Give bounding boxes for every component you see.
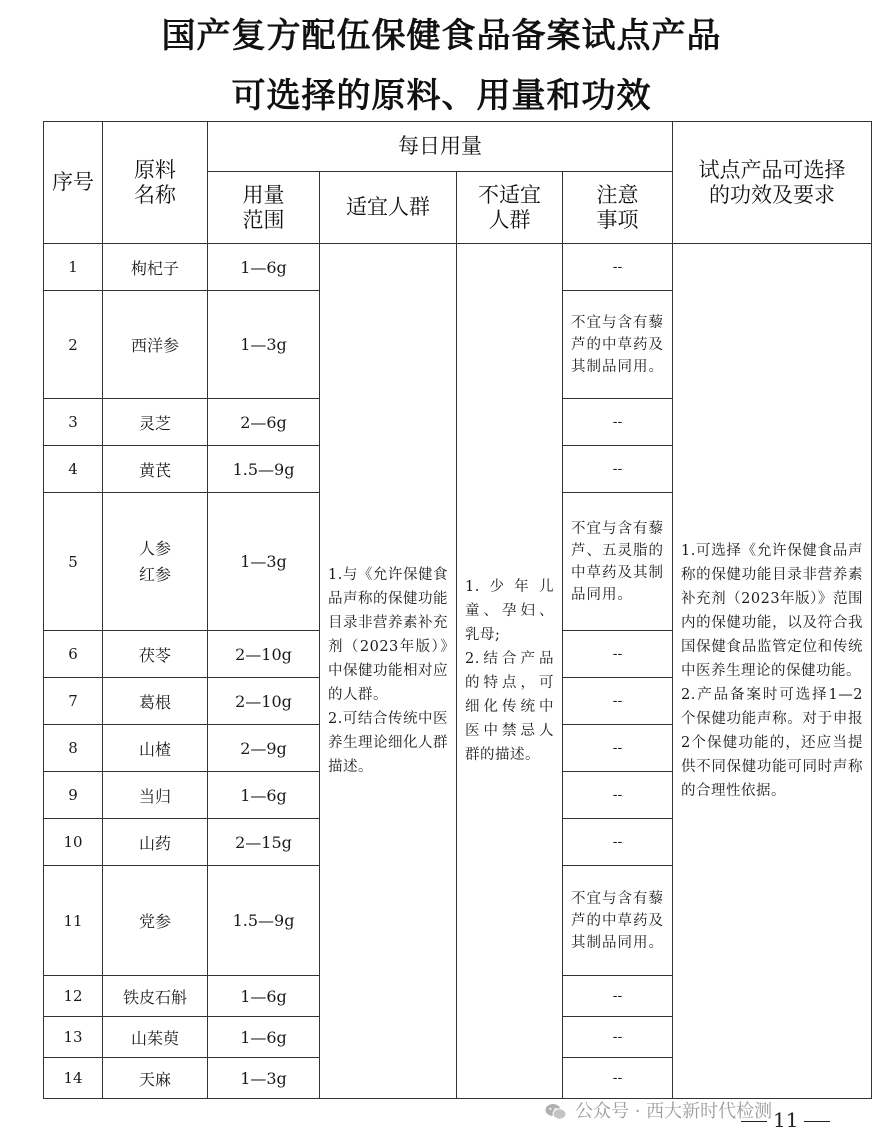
row-number: 7 (44, 678, 103, 725)
note-cell: -- (563, 678, 673, 725)
note-cell: -- (563, 976, 673, 1017)
row-number: 12 (44, 976, 103, 1017)
header-daily-usage: 每日用量 (208, 122, 673, 172)
header-notes: 注意 事项 (563, 172, 673, 244)
table-row (44, 244, 872, 291)
document-title-line1: 国产复方配伍保健食品备案试点产品 (161, 16, 722, 56)
material-name: 枸杞子 (103, 244, 208, 291)
dosage-range: 1—6g (208, 244, 320, 291)
note-cell: -- (563, 244, 673, 291)
material-name: 人参 红参 (103, 493, 208, 631)
row-number: 5 (44, 493, 103, 631)
note-cell: 不宜与含有藜芦、五灵脂的中草药及其制品同用。 (563, 493, 673, 631)
material-name: 茯苓 (103, 631, 208, 678)
dosage-range: 2—15g (208, 819, 320, 866)
row-number: 2 (44, 291, 103, 399)
row-number: 13 (44, 1017, 103, 1058)
row-number: 3 (44, 399, 103, 446)
material-name: 黄芪 (103, 446, 208, 493)
note-cell: -- (563, 399, 673, 446)
wechat-icon (545, 1103, 567, 1121)
material-name: 天麻 (103, 1058, 208, 1099)
material-name: 当归 (103, 772, 208, 819)
materials-table (43, 121, 872, 1099)
header-unsuitable: 不适宜 人群 (457, 172, 563, 244)
suitable-text-1: 1.与《允许保健食品声称的保健功能目录非营养素补充剂（2023年版）》中保健功能相对应的人群。 (328, 567, 448, 703)
material-name: 山茱萸 (103, 1017, 208, 1058)
header-effects: 试点产品可选择 的功效及要求 (673, 122, 872, 244)
dosage-range: 2—6g (208, 399, 320, 446)
page-number: 11 (735, 1108, 836, 1132)
material-name: 西洋参 (103, 291, 208, 399)
header-material: 原料 名称 (103, 122, 208, 244)
dosage-range: 1—6g (208, 772, 320, 819)
unsuitable-text-1: 1.少年儿童、孕妇、乳母; (465, 579, 554, 643)
dosage-range: 1—6g (208, 1017, 320, 1058)
material-name: 铁皮石斛 (103, 976, 208, 1017)
header-suitable: 适宜人群 (320, 172, 457, 244)
row-number: 9 (44, 772, 103, 819)
row-number: 8 (44, 725, 103, 772)
note-cell: -- (563, 1017, 673, 1058)
dosage-range: 2—9g (208, 725, 320, 772)
row-number: 10 (44, 819, 103, 866)
row-number: 1 (44, 244, 103, 291)
note-cell: -- (563, 725, 673, 772)
row-number: 6 (44, 631, 103, 678)
dosage-range: 1.5—9g (208, 866, 320, 976)
document-title-line2: 可选择的原料、用量和功效 (231, 76, 652, 116)
dosage-range: 1—3g (208, 1058, 320, 1099)
row-number: 14 (44, 1058, 103, 1099)
dosage-range: 2—10g (208, 678, 320, 725)
watermark-text: 公众号 · 西大新时代检测 (575, 1101, 773, 1122)
note-cell: -- (563, 446, 673, 493)
material-name: 党参 (103, 866, 208, 976)
material-name: 灵芝 (103, 399, 208, 446)
note-cell: 不宜与含有藜芦的中草药及其制品同用。 (563, 866, 673, 976)
row-number: 4 (44, 446, 103, 493)
note-cell: 不宜与含有藜芦的中草药及其制品同用。 (563, 291, 673, 399)
note-cell: -- (563, 1058, 673, 1099)
effects-text-2: 2.产品备案时可选择1—2个保健功能声称。对于申报2个保健功能的，还应当提供不同保健功能可同时声称的合理性依据。 (681, 687, 863, 799)
suitable-text-2: 2.可结合传统中医养生理论细化人群描述。 (328, 711, 448, 775)
unsuitable-text-2: 2.结合产品的特点，可细化传统中医中禁忌人群的描述。 (465, 651, 554, 763)
material-name: 山楂 (103, 725, 208, 772)
note-cell: -- (563, 819, 673, 866)
header-range: 用量 范围 (208, 172, 320, 244)
dosage-range: 1—6g (208, 976, 320, 1017)
dosage-range: 1.5—9g (208, 446, 320, 493)
note-cell: -- (563, 631, 673, 678)
dosage-range: 1—3g (208, 493, 320, 631)
effects-text-1: 1.可选择《允许保健食品声称的保健功能目录非营养素补充剂（2023年版）》范围内的保健功能，以及符合我国保健食品监管定位和传统中医养生理论的保健功能。 (681, 543, 863, 679)
row-number: 11 (44, 866, 103, 976)
material-name: 山药 (103, 819, 208, 866)
suitable-population-cell (320, 244, 457, 1099)
unsuitable-population-cell (457, 244, 563, 1099)
dosage-range: 2—10g (208, 631, 320, 678)
material-name: 葛根 (103, 678, 208, 725)
note-cell: -- (563, 772, 673, 819)
header-seq: 序号 (44, 122, 103, 244)
effects-cell (673, 244, 872, 1099)
dosage-range: 1—3g (208, 291, 320, 399)
